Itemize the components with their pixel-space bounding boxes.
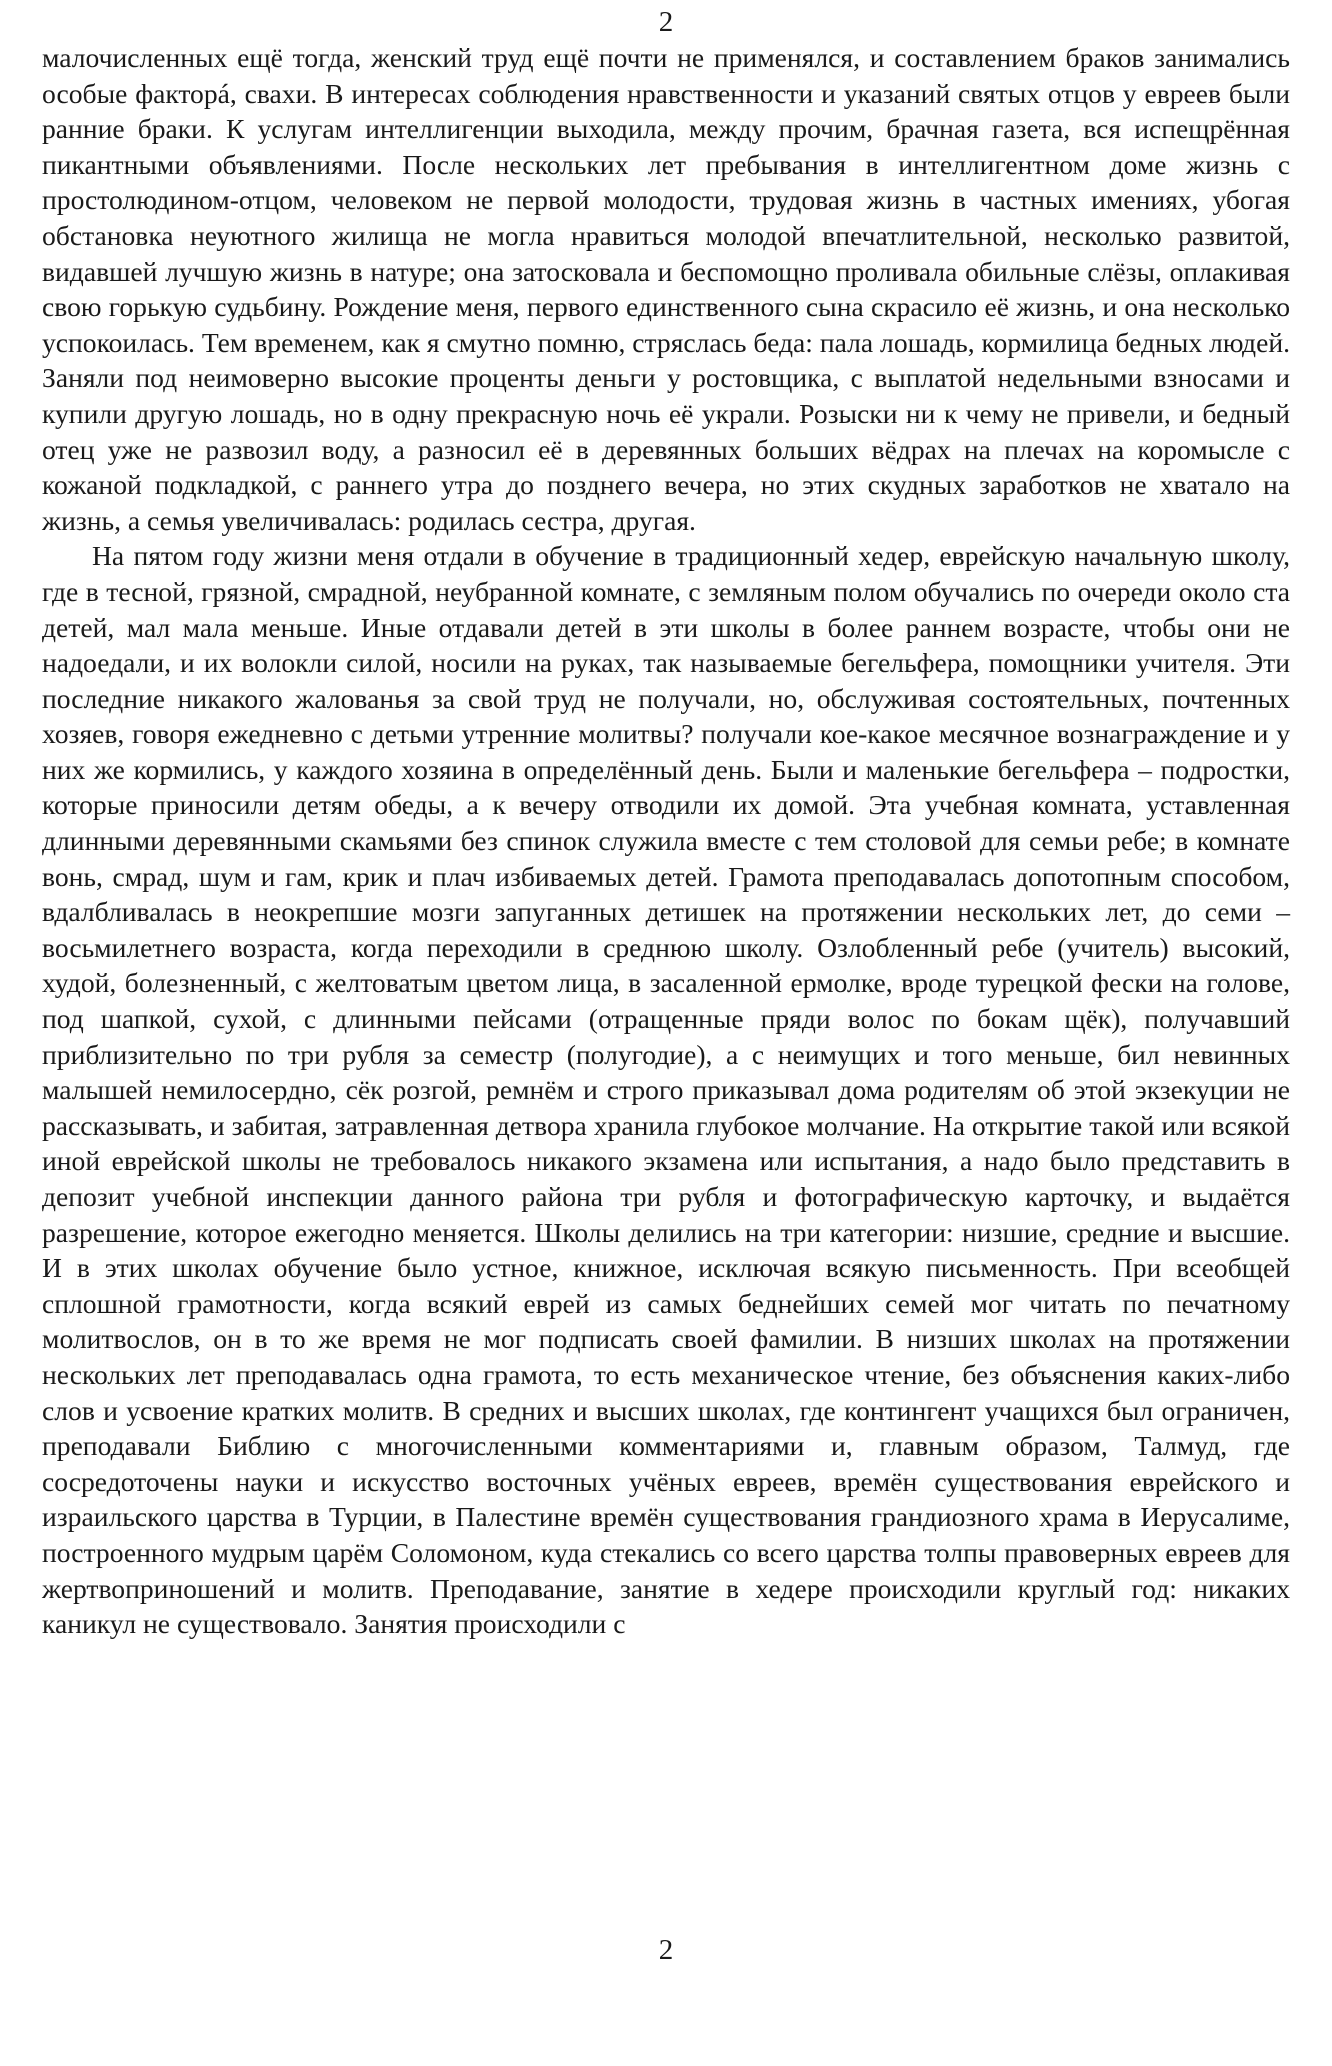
page-number-bottom: 2 (658, 1934, 674, 1966)
document-body (42, 40, 1290, 1642)
page-number-top: 2 (658, 6, 674, 38)
paragraph-1: малочисленных ещё тогда, женский труд ещё почти не применялся, и составлением браков занимались особые факторá, свахи. В интересах соблюдения нравственности и указаний святых отцов у евреев были ранние браки. К услугам интеллигенции выходила, между прочим, брачная газета, вся испещрённая пикантными объявлениями. После нескольких лет пребывания в интеллигентном доме жизнь с простолюдином-отцом, человеком не первой молодости, трудовая жизнь в частных имениях, убогая обстановка неуютного жилища не могла нравиться молодой впечатлительной, несколько развитой, видавшей лучшую жизнь в натуре; она затосковала и беспомощно проливала обильные слёзы, оплакивая свою горькую судьбину. Рождение меня, первого единственного сына скрасило её жизнь, и она несколько успокоилась. Тем временем, как я смутно помню, стряслась беда: пала лошадь, кормилица бедных людей. Заняли под неимоверно высокие проценты деньги у ростовщика, с выплатой недельными взносами и купили другую лошадь, но в одну прекрасную ночь её украли. Розыски ни к чему не привели, и бедный отец уже не развозил воду, а разносил её в деревянных больших вёдрах на плечах на коромысле с кожаной подкладкой, с раннего утра до позднего вечера, но этих скудных заработков не хватало на жизнь, а семья увеличивалась: родилась сестра, другая. (42, 42, 1290, 536)
paragraph-2: На пятом году жизни меня отдали в обучение в традиционный хедер, еврейскую начальную школу, где в тесной, грязной, смрадной, неубранной комнате, с земляным полом обучались по очереди около ста детей, мал мала меньше. Иные отдавали детей в эти школы в более раннем возрасте, чтобы они не надоедали, и их волокли силой, носили на руках, так называемые бегельфера, помощники учителя. Эти последние никакого жалованья за свой труд не получали, но, обслуживая состоятельных, почтенных хозяев, говоря ежедневно с детьми утренние молитвы? получали кое-какое месячное вознаграждение и у них же кормились, у каждого хозяина в определённый день. Были и маленькие бегельфера – подростки, которые приносили детям обеды, а к вечеру отводили их домой. Эта учебная комната, уставленная длинными деревянными скамьями без спинок служила вместе с тем столовой для семьи ребе; в комнате вонь, смрад, шум и гам, крик и плач избиваемых детей. Грамота преподавалась допотопным способом, вдалбливалась в неокрепшие мозги запуганных детишек на протяжении нескольких лет, до семи – восьмилетнего возраста, когда переходили в среднюю школу. Озлобленный ребе (учитель) высокий, худой, болезненный, с желтоватым цветом лица, в засаленной ермолке, вроде турецкой фески на голове, под шапкой, сухой, с длинными пейсами (отращенные пряди волос по бокам щёк), получавший приблизительно по три рубля за семестр (полугодие), а с неимущих и того меньше, бил невинных малышей немилосердно, сёк розгой, ремнём и строго приказывал дома родителям об этой экзекуции не рассказывать, и забитая, затравленная детвора хранила глубокое молчание. На открытие такой или всякой иной еврейской школы не требовалось никакого экзамена или испытания, а надо было представить в депозит учебной инспекции данного района три рубля и фотографическую карточку, и выдаётся разрешение, которое ежегодно меняется. Школы делились на три категории: низшие, средние и высшие. И в этих школах обучение было устное, книжное, исключая всякую письменность. При всеобщей сплошной грамотности, когда всякий еврей из самых беднейших семей мог читать по печатному молитвослов, он в то же время не мог подписать своей фамилии. В низших школах на протяжении нескольких лет преподавалась одна грамота, то есть механическое чтение, без объяснения каких-либо слов и усвоение кратких молитв. В средних и высших школах, где контингент учащихся был ограничен, преподавали Библию с многочисленными комментариями и, главным образом, Талмуд, где сосредоточены науки и искусство восточных учёных евреев, времён существования еврейского и израильского царства в Турции, в Палестине времён существования грандиозного храма в Иерусалиме, построенного мудрым царём Соломоном, куда стекались со всего царства толпы правоверных евреев для жертвоприношений и молитв. Преподавание, занятие в хедере происходили круглый год: никаких каникул не существовало. Занятия происходили с (42, 540, 1290, 1640)
